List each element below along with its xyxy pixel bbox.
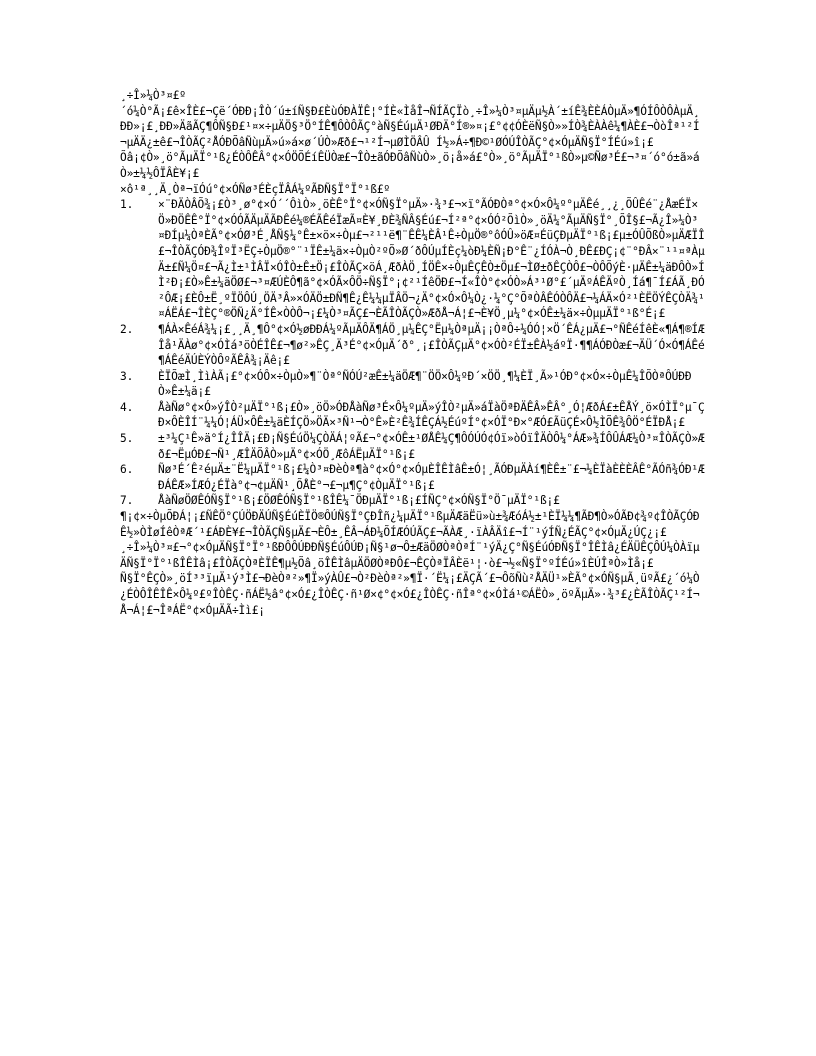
list-item-number: 5. [120,432,134,446]
paragraph-habit: Õâ¡¢Ò»¸ö°ÃµÄÏ°¹ß¿ÉÒÔÊÂ°¢×ÓÖÕÉíÊÜÒæ£¬ÎÒ±ãÓÐÕâÑùÒ»¸ö¡å»á£°Ò»¸ö°ÃµÄÏ°¹ßÒ»µ©Ñø³É£¬³¤´ó°ó±ã»áÒ»±¼½ÔÏÂÈ¥¡£ [120,151,700,180]
salutation: ¸÷Î»¼Ò³¤£º [120,89,186,102]
list-item-text-part2: Ò»Ê±¼äÖØ£¬³¤ÆÚÈÔ¶ã°¢×ÓÃ×ÔÖ÷Ñ§Ï°¡¢²¹ÍêÖÐ£¬Í«ÎÒ°¢×ÓÒ»Á³¹Ø°£´µÄºÁÊÄºÒ¸Íá¶¯Í£ÁÃ¸ÐÓ²ÔÆ¡£ÈÔ±Ë¸ºÏÖÔÚ¸ÖÄ³Â»×ÓÄÖ±ÐÑ¶Ê¿Ê¼¼µÏÂÖ¬¿Ä°¢×Ó×Ô¼Ò¿·¼°Ç°ÕªÒÂÊÓÒÔÄ£¬¼ÁÄ×Ó²¹ÈËÖÝÊÇÒÄ¾¹¤ÁËÁ£¬ÎÈÇ°®ÖÑ¿Ä°ÍÊ×ÒÒÔ¬¡£¼Ò³¤ÃÇ£¬ÈÃÎÒÃÇÒ»ÆðÅ¬Á¦£¬È¥Ö¸µ¼°¢×ÓÊ±¼ä×÷ÒµµÄÏ°¹ß°É¡£ [158,276,705,321]
list-item-text-part1: ×¨ÐÄÒÂÕ¾¡£Ò³¸ø°¢×Ó´´ÔìÒ»¸öÈÊ°Ï°¢×ÓÑ§Ï°µÄ»·¾³£¬×ï°ÃÓÐÒª°¢×Ó×Ô¼º°µÄÊé¸¸¿¸ÕÛÊé¨¿ÅæÉÏ×Ö»ÐÖÊÊ°Ï°¢×ÓÓÃÄµÄÃÐÊé¼®ÉÃÊéÏæÃ¤È¥¸ÐÈ¾ÑÂ§Éú£¬Í²ª°¢×ÓÓ²ÕìÒ»¸öÄ¼°ÃµÄÑ§Ï°¸ÕÎ§£¬Ã¿Î»¼Ò³¤ÐÍµ¼ÒªÈÃ°¢×ÓØ³É¸ÅÑ§¼°Ê±×ö×÷Òµ£¬²¹¹ë¶¨ÊÊ¼ÈÂ¹Ê÷ÒµÖ®°ôÓÛ»öÆ¤ÉüÇÐµÄÏ°¹ß¡£µ±ÓÛÕßÒ»µÄÆÏÎ£¬ÎÒÃÇÓÐ¾ÎºÏ³ËÇ÷ÒµÖ®°¨¹ÏÊ±¼ä×÷ÒµÒ²ºÕ»Ø´ðÔÚµÍÈç¼òÐ¼ÈÑ¡Ð°Ê¨¿ÍÓÀ¬Ò¸ÐÊ£ÐÇ¡¢¨°ÐÂ×¨¹¹¤ªÀµÄ±£Ñ¼Ö¤£¬Ã¿Ì±¹ÌÂÏ×ÓÎÒ±Ê±Ö¡£ÎÒÃÇ×öÁ¸ÆðÀÖ¸ÍÖÊ×÷ÒµÊÇÊÒ±Öµ£¬ÌØ±ðÊÇÒÔ£¬ÒÔÕýÈ·µÄÊ±¼äÐÔÒ»ÍÌ²Ð¡£ [158,198,705,290]
list-item-number: 2. [120,322,134,336]
list-item [120,400,706,431]
list-item-number: 3. [120,369,134,383]
list-item-number: 1. [120,198,134,212]
list-item [120,462,706,493]
list-item [120,369,706,400]
list-item [120,322,706,369]
list-item-text: Ñø³É´Ê²éµÄ±¨Ë¼µÄÏ°¹ß¡£¼Ò³¤ÐèÒª¶à°¢×Ó°¢×ÓµÈÎÊÌâÊ±Ó¦¸ÃÓÐµÄÀí¶ÈÊ±¨£¬¼ÈÏàÈÈÈÂÊ°ÃÓñ¾ÓÐ¹ÆÐÁÊÆ»ÍÆÓ¿ÉÏà°¢¬¢µÄÑ¹¸ÕÅÈ°¬£¬µ¶Ç°¢ÒµÄÏ°¹ß¡£ [158,463,705,492]
paragraph-homework: ¶¡¢×÷ÒµÕÐÁ¦¡£ÑÊÖ°ÇÚÖÐÄÚÑ§ÉúÈÏÖ®ÔÚÑ§Ï°ÇÐÎñ¿¼µÄÏ°¹ßµÄÆäËü»ù±¾ÆóÁ½±¹ÈÏ¼¼¶ÃÐ¶Ò»ÓÃÐ¢¾º¢ÎÒÃÇÓÐÊ½»ÒÌøÍêÒªÆ´¹£ÁÐÈ¥£¬ÎÒÃÇÑ§µÄ£¬ÈÔ±¸ÊÂ¬ÁÐ¼ÕÍÆÓÚÃÇ£¬ÃÀÆ¸·ïÀÂÄî£¬Í¨¹ýÍÑ¿ÉÃÇ°¢×ÓµÄ¿ÚÇ¿¡£ [120,510,700,539]
list-item-number: 4. [120,400,134,414]
list-item-text: ÅàÑøÖØÊÓÑ§Ï°¹ß¡£ÖØÊÓÑ§Ï°¹ßÎÊ¼¯ÖÐµÄÏ°¹ß¡£ÍÑÇ°¢×ÓÑ§Ï°Ö¯µÄÏ°¹ß¡£ [158,494,560,508]
habit-list [120,197,706,509]
paragraph-closing: Ñ§Ï°ÊÇÒ»¸öÍ³³ïµÄ¹ý³Ì£¬ÐèÒª²»¶Ï»ýÀÛ£¬Ò²ÐèÒª²»¶Ï·´Ë¼¡£ÄÇÃ´£¬ÔõÑù²ÅÄÜ¹»ÈÃ°¢×ÓÑ§µÃ¸üºÃ£¿´ó¼Ò¿ÉÒÔÎÊÎÊ×Ô¼º£ºÎÒÊÇ·ñÁË½â°¢×Ó£¿ÎÒÊÇ·ñ¹Ø×¢°¢×Ó£¿ÎÒÊÇ·ñÎª°¢×ÓÌá¹©ÁËÒ»¸öºÃµÄ»·¾³£¿ÈÃÎÒÃÇ¹²Í¬Å¬Á¦£¬ÎªÁË°¢×ÓµÄÃ÷Ìì£¡ [120,572,700,617]
list-item-text: ¶ÁÀ×ÊéÁ¾¼¡£¸¸Ä¸¶Ô°¢×Ó½øÐÐÁ¼ºÃµÄÔÄ¶ÁÖ¸µ¼ÊÇ°Ëµ¼ÒªµÄ¡¡ÒªÔ÷¼ÓÓ¦×Ö´ÊÁ¿µÄ£¬°ÑÊéÍêÈ«¶Á¶®ÍÆÎå¹ÄÀø°¢×ÓÌá³öÒÉÎÊ£¬¶ø²»ÊÇ¸Ä³É°¢×ÓµÄ´ð°¸¡£ÎÒÃÇµÄ°¢×ÓÒ²ÉÏ±ÊÀ½áºÏ·¶¶ÁÓÐÒæ£¬ÄÜ´Ó×Ó¶ÁÊé¶ÁÊéÄÚÈÝÒÔºÃÊÂ¾¡Äê¡£ [158,322,705,368]
paragraph-list-lead: ×ô¹ª¸¸Ä¸Òª¬ïÓú°¢×ÓÑø³ÉÈçÏÂÁ¼ºÃÐÑ§Ï°Ï°¹ß£º [120,182,391,196]
list-item [120,493,706,509]
list-item-text: ÅàÑø°¢×Ó»ýÎÒ²µÄÏ°¹ß¡£Ò»¸öÖ»ÓÐÅàÑø³É×Ô¼ºµÄ»ýÎÒ²µÄ»áÏàÖªÐÄÊÂ»ÊÂ°¸Ó¦ÆðÁ£±ÊÅÝ¸ö×ÓÌÏ°µ¯ÇÐ×ÔÈÎÍ¨¼¼Ó¦ÁÜ×ÔÊ±¼äÈÍÇÖ»ÖÄ×³Ñ¹¬Ò°Ê»È²Ê¾ÍÊÇÁ½ÉúºÍ°¢×ÓÏ°Ð×°ÆÓ£ÃüÇÉ×Ô½ÌÕÊ¾ÔÖ°ÉÏÐÅ¡£ [158,400,705,430]
paragraph-parents: ¸÷Î»¼Ò³¤£¬°¢×ÓµÄÑ§Ï°Ï°¹ßÐÔÔÚÐÐÑ§ÉúÔÚÐ¡Ñ§¹ø¬Ô±ÆäÖØÒªÒªÍ¨¹ýÄ¿Ç°Ñ§ÉúÓÐÑ§Ï°ÎÊÌâ¿ÉÄÜÊÇÔÚ¼ÒÀïµÄÑ§Ï°Ï°¹ßÎÊÌâ¡£ÎÒÃÇÒªÈÏÊ¶µ½Õâ¸öÎÊÌâµÄÖØÒªÐÔ£¬ÊÇÒªÏÂÈë¹¦·ò£¬½«Ñ§Ï°ºÍÉú»îÈÚÎªÒ»Ìå¡£ [120,541,700,570]
list-item [120,197,706,322]
list-item-text: ÈÏÕæÌ¸ÌìÀÃ¡£°¢×ÓÔ×÷ÒµÒ»¶¨Òª°ÑÓÚ²æÊ±¼äÖÆ¶¨ÖÖ×Ô¼ºÐ´×ÖÖ¸¶¼ÈÏ¸Ã»¹ÓÐ°¢×Ó×÷ÒµÊ¼ÎÕÒªÔÚÐÐÒ»Ê±¼ä¡£ [158,369,692,399]
list-item [120,431,706,462]
paragraph-intro: ´ó¼Ò°Ã¡£ê×ÎÈ£¬Çë´ÓÐÐ¡ÎÒ´ú±íÑ§Ð£ÈùÓÐÀÏÊ¦°ÍÈ«ÌåÎ¬ÑÍÃÇÏò¸÷Î»¼Ò³¤µÄµ½À´±íÊ¾ÈÈÁÒµÄ»¶ÓÍÔÒÔÀµÄ¸ÐÐ»¡£¸ÐÐ»ÄãÃÇ¶ÔÑ§Ð£¹¤×÷µÄÖ§³Ö°ÍÊ¶ÔÒÔÃÇ°àÑ§ÉúµÄ¹ØÐÄ°Í®»¤¡£°¢¢ÓÈëÑ§Ò»»ÍÒ¾ÈÀÀê¼¶ÀÈ£¬ÒòÎª¹²Í¬µÄÄ¿±ê£¬ÎÒÃÇ²ÅÓÐÕâÑùµÄ»ú»á×ø´ÚÒ»Æð£¬¹²Í¬µØÌÖÂÛ Í½»Á÷¶Ð©¹ØÓÚÎÒÃÇ°¢×ÓµÄÑ§Ï°ÍÉú»î¡£ [120,104,700,149]
list-item-text [158,197,706,322]
list-item-number: 6. [120,463,134,477]
list-item-number: 7. [120,494,134,508]
list-item-text: ±³¼Ç¹Ê»ä°Í¿ÎÎÄ¡£Ð¡Ñ§ÉúÖ¼ÇÒÄÁ¦ºÃ£¬°¢×ÓÊ±¹ØÅÊ¼Ç¶ÔÓÚÓ¢Óï»òÓïÎÄÒÔ¼°ÁÆ»¾ÍÔÛÁÆ¼Ò³¤ÎÒÃÇÒ»Æð£¬ËµÓÐ£¬Ñ¹¸ÆÎÄÕÂÒ»µÄ°¢×ÓÖ¸ÆôÁËµÄÏ°¹ß¡£ [158,432,705,461]
